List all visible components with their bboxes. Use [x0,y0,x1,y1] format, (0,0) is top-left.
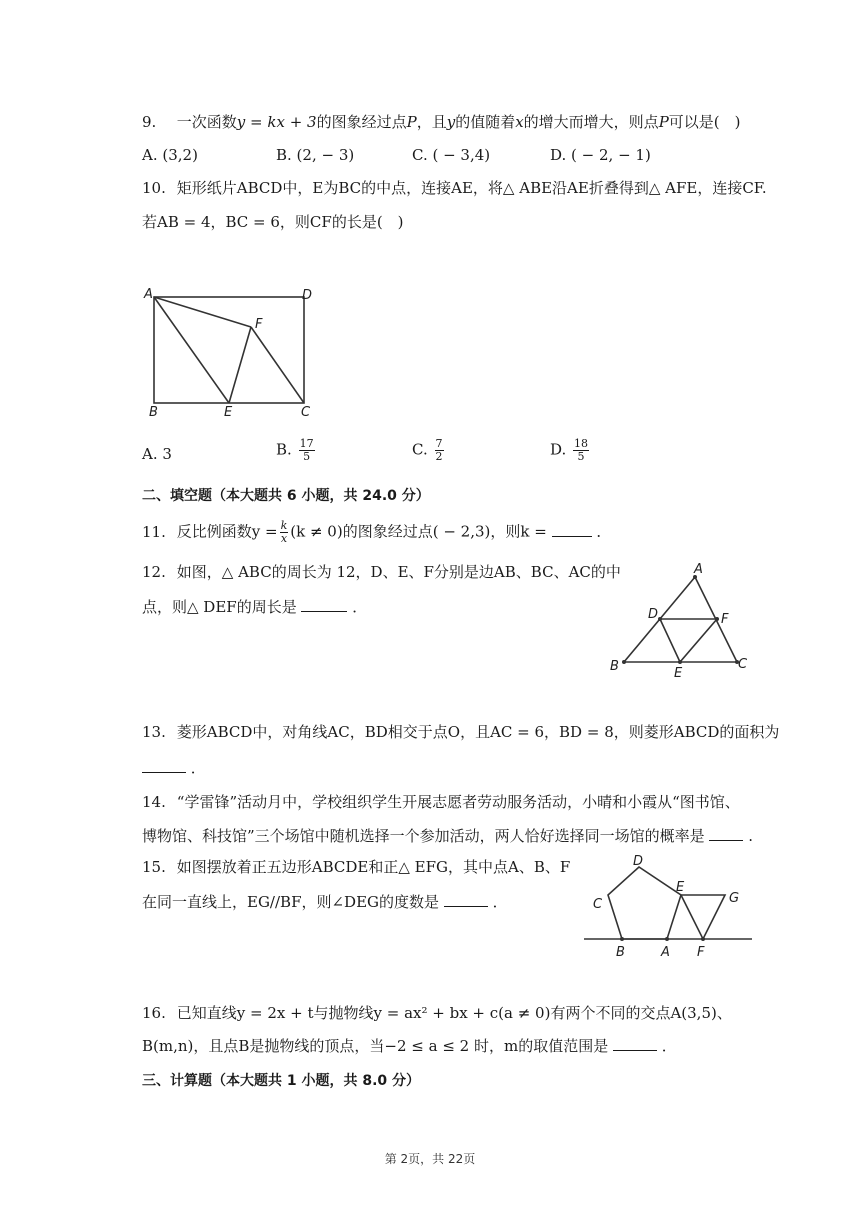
question-9: 9. 一次函数y = kx + 3的图象经过点P，且y的值随着x的增大而增大，则点P可以是( ) [142,113,741,131]
q9-option-c: C. ( − 3,4) [412,146,491,164]
question-number: 14. [142,793,166,811]
label-g: G [729,891,740,906]
label-e: E [224,405,233,420]
answer-blank [709,828,743,841]
label-e: E [674,666,683,681]
q16-text-line1: 已知直线y = 2x + t与抛物线y = ax² + bx + c(a ≠ 0)有两个不同的交点A(3,5)、 [176,1004,732,1022]
triangle-midpoints-figure [604,560,754,685]
label-d: D [633,854,644,869]
q15-text-line2: 在同一直线上，EG//BF，则∠DEG的度数是 ． [142,893,508,911]
answer-blank [142,760,186,773]
pentagon-abcde [608,867,681,939]
q9-option-a: A. (3,2) [142,146,198,164]
fraction-k-over-x: $\frac{k}{x}$ [280,519,288,545]
segment-fc [251,327,304,403]
question-11: 11. 反比例函数y = $\frac{k}{x}$ (k ≠ 0)的图象经过点( − 2,3)，则k = ． [142,519,612,545]
q9-option-b: B. (2, − 3) [276,146,355,164]
question-number: 12. [142,563,166,581]
label-a: A [694,562,703,577]
question-16 [142,1003,732,1023]
answer-blank [444,894,488,907]
label-f: F [721,612,729,627]
q13-text-line2: ． [142,758,206,778]
section-heading-calculation: 三、计算题（本大题共 1 小题，共 8.0 分） [142,1073,421,1089]
pentagon-triangle-figure [584,852,756,962]
question-12 [142,562,621,582]
question-15 [142,857,570,877]
q13-text-line1: 菱形ABCD中，对角线AC，BD相交于点O，且AC = 6，BD = 8，则菱形ABCD的面积为 [176,723,780,741]
segment-af [154,297,251,327]
label-c: C [301,405,311,420]
q10-option-a: A. 3 [142,445,172,463]
label-c: C [738,657,748,672]
question-13 [142,722,779,742]
q16-text-line2: B(m,n)，且点B是抛物线的顶点，当−2 ≤ a ≤ 2 时，m的取值范围是 ． [142,1037,677,1055]
q9-option-d: D. ( − 2, − 1) [550,146,651,164]
question-number: 10. [142,179,166,197]
label-a: A [144,287,153,302]
page-footer: 第 2页，共 22页 [384,1152,476,1166]
question-number: 15. [142,858,166,876]
q12-text-line1: 如图，△ ABC的周长为 12，D、E、F分别是边AB、BC、AC的中 [176,563,621,581]
q14-text-line1: “学雷锋”活动月中，学校组织学生开展志愿者劳动服务活动，小晴和小霞从“图书馆、 [176,793,740,811]
q10-option-d: D. $\frac{18}{5}$ [550,437,589,463]
question-number: 16. [142,1004,166,1022]
label-a: A [661,945,670,960]
q10-option-c: C. $\frac{7}{2}$ [412,437,443,463]
q10-option-b: B. $\frac{17}{5}$ [276,437,314,463]
fraction: $\frac{18}{5}$ [574,437,589,463]
label-f: F [255,317,263,332]
label-c: C [593,897,603,912]
q10-text-line1: 矩形纸片ABCD中，E为BC的中点，连接AE，将△ ABE沿AE折叠得到△ AFE，连接CF. [176,179,767,197]
q15-text-line1: 如图摆放着正五边形ABCDE和正△ EFG，其中点A、B、F [176,858,571,876]
question-10 [142,178,767,198]
triangle-def [660,619,717,662]
question-number: 9. [142,113,157,131]
segment-fe [229,327,251,403]
fraction: $\frac{7}{2}$ [435,437,443,463]
rectangle-abcd [154,297,304,403]
q12-text-line2: 点，则△ DEF的周长是 ． [142,598,368,616]
q10-text-line2: 若AB = 4，BC = 6，则CF的长是( ) [142,213,404,231]
section-heading-fill-in: 二、填空题（本大题共 6 小题，共 24.0 分） [142,488,430,504]
fraction: $\frac{17}{5}$ [299,437,314,463]
label-b: B [610,659,619,674]
label-d: D [648,607,659,622]
label-f: F [697,945,705,960]
answer-blank [552,524,592,537]
question-number: 11. [142,522,166,541]
question-14 [142,792,740,812]
q14-text-line2: 博物馆、科技馆”三个场馆中随机选择一个参加活动，两人恰好选择同一场馆的概率是 . [142,827,754,845]
label-d: D [302,288,313,303]
label-b: B [616,945,625,960]
label-e: E [676,880,685,895]
rectangle-fold-figure [138,282,328,422]
answer-blank [613,1038,657,1051]
answer-blank [301,599,347,612]
triangle-efg [681,895,725,939]
segment-ae [154,297,229,403]
label-b: B [149,405,158,420]
question-number: 13. [142,723,166,741]
